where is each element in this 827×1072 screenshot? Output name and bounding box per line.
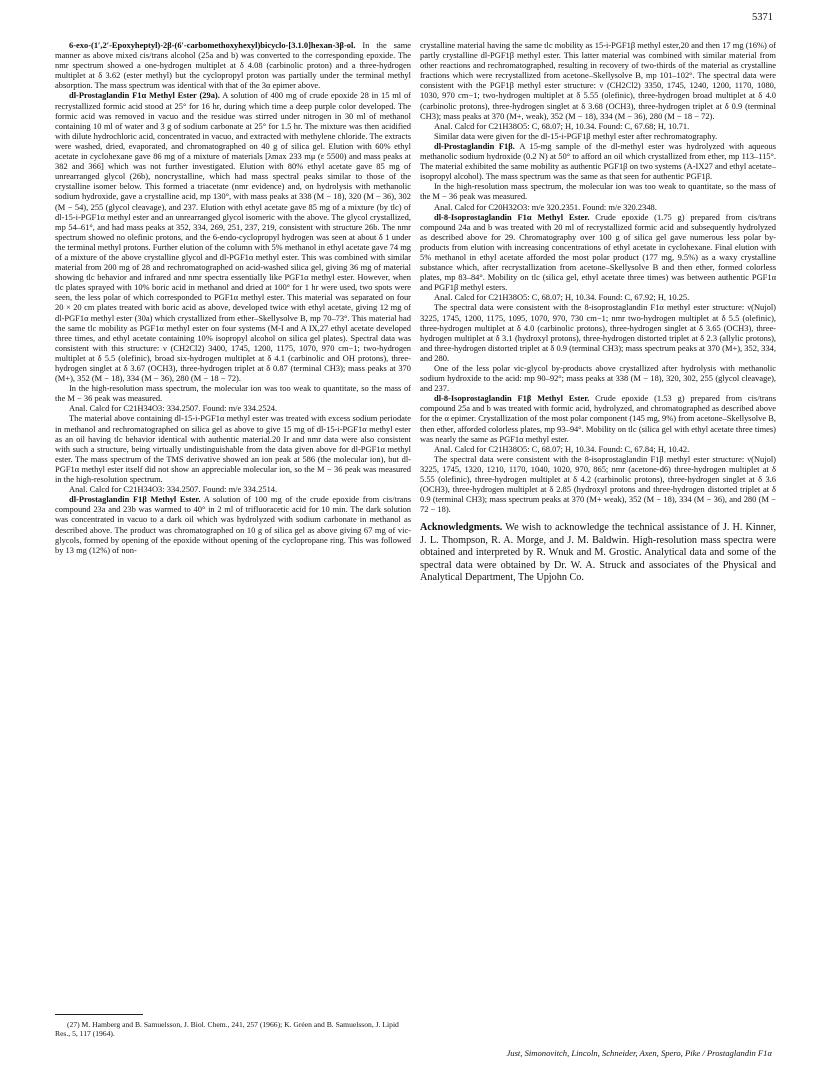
right_column-paragraph: [420, 141, 776, 181]
paragraph-text: Anal. Calcd for C20H32O3: m/e 320.2351. Found: m/e 320.2348.: [434, 201, 657, 212]
section-heading: dl-8-Isoprostaglandin F1α Methyl Ester.: [434, 211, 590, 222]
right_column-paragraph: [420, 454, 776, 515]
left_column-paragraph: [55, 413, 411, 484]
acknowledgments-text: We wish to acknowledge the technical assistance of J. H. Kinner, J. L. Thompson, R. A. Morge, and J. M. Baldwin. High-resolution mass spectra were obtained and interpreted by R. Wnuk and M. Grostic. Analytical data and some of the spectral data were obtained by Dr. W. A. Struck and associates of the Physical and Analytical Department, The Upjohn Co.: [420, 522, 776, 584]
right_column-paragraph: [420, 292, 776, 302]
running-footer: Just, Simonovitch, Lincoln, Schneider, Axen, Spero, Pike / Prostaglandin F1α: [506, 1048, 772, 1058]
paragraph-text: Anal. Calcd for C21H38O5: C, 68.07; H, 10.34. Found: C, 67.92; H, 10.25.: [434, 292, 690, 303]
left_column-paragraph: [55, 494, 411, 555]
paragraph-text: One of the less polar vic-glycol by-products above crystallized after hydrolysis with methanolic sodium hydroxide to the acid: mp 90–92°; mass peaks at 338 (M − 18), 320, 302, 255 (glycol cleavage), and 237.: [420, 363, 776, 394]
paragraph-text: The spectral data were consistent with the 8-isoprostaglandin F1β methyl ester structure: ν(Nujol) 3225, 1745, 1320, 1210, 1170, 1040, 1020, 970, 865; nmr (acetone-d6) three-hydrogen multiplet at δ 5.55 (olefinic), three-hydrogen multiplet at δ 4.2 (carbinolic protons), three-hydrogen singlet at δ 3.6 (OCH3), three-hydrogen multiplet at δ 2.85 (hydroxyl protons and three-hydrogen distorted triplet at δ 0.9 (terminal CH3); mass spectrum peaks at 370 (M+ weak), 352 (M − 18), 334 (M − 36), and 280 (M − 72 − 18).: [420, 453, 776, 515]
left-column: [55, 40, 411, 555]
left_column-paragraph: [55, 383, 411, 403]
paragraph-text: In the high-resolution mass spectrum, the molecular ion was too weak to quantitate, so the mass of the M − 36 peak was measured.: [420, 181, 776, 202]
right_column-paragraph: [420, 202, 776, 212]
section-heading: dl-Prostaglandin F1α Methyl Ester (29a).: [69, 90, 220, 101]
footnote-27: (27) M. Hamberg and B. Samuelsson, J. Biol. Chem., 241, 257 (1966); K. Gréen and B. Samuelsson, J. Lipid Res., 5, 117 (1964).: [55, 1020, 399, 1039]
right_column-paragraph: [420, 181, 776, 201]
right_column-paragraph: [420, 363, 776, 393]
right_column-paragraph: [420, 444, 776, 454]
section-heading: dl-Prostaglandin F1β Methyl Ester.: [69, 494, 201, 505]
paragraph-text: A solution of 100 mg of the crude epoxide from cis/trans compound 23a and 23b was warmed to 40° in 2 ml of trifluoracetic acid for 10 min. The dark solution was concentrated in vacuo to a dark oil which was hydrolyzed with sodium carbonate in methanol as described above. The product was chromatographed on 10 g of silica gel as above giving 67 mg of vic-glycols, formed by opening of the epoxide without opening of the cyclopropane ring. This was followed by 13 mg (12%) of non-: [55, 494, 411, 555]
left_column-paragraph: [55, 484, 411, 494]
section-heading: dl-Prostaglandin F1β.: [434, 140, 515, 151]
paragraph-text: Anal. Calcd for C21H38O5: C, 68.07; H, 10.34. Found: C, 67.84; H, 10.42.: [434, 443, 690, 454]
left_column-paragraph: [55, 403, 411, 413]
right_column-paragraph: [420, 131, 776, 141]
paragraph-text: Anal. Calcd for C21H34O3: 334.2507. Found: m/e 334.2524.: [69, 403, 278, 414]
paragraph-text: Crude epoxide (1.53 g) prepared from cis/trans compound 25a and b was treated with formic acid, hydrolyzed, and chromatographed as described above for the α epimer. Crystallization of the most polar component (145 mg, 9%) from acetone–Skellysolve B, then ether, afforded colorless plates, mp 93–94°. Mobility on tlc (silica gel with ethyl acetate three times) was nearly the same as PGF1α methyl ester.: [420, 393, 776, 444]
right_column-paragraph: [420, 40, 776, 121]
paragraph-text: In the high-resolution mass spectrum, the molecular ion was too weak to quantitate, so the mass of the M − 36 peak was measured.: [55, 383, 411, 404]
paragraph-text: crystalline material having the same tlc mobility as 15-i-PGF1β methyl ester,20 and then 17 mg (16%) of partly crystalline dl-PGF1β methyl ester. This latter material was combined with similar material from other reactions and rechromatographed, resulting in recovery of two-thirds of the material as crystalline fractions which were recrystallized from acetone–Skellysolve B, mp 101–102°. The spectral data were consistent with the PGF1β methyl ester structure: ν (CH2Cl2) 3350, 1745, 1240, 1200, 1170, 1080, 1030, 970 cm−1; two-hydrogen multiplet at δ 5.55 (olefinic), three-hydrogen broad multiplet at δ 4.0 (carbinolic protons), three-hydrogen singlet at δ 3.68 (OCH3), three-hydrogen triplet at δ 0.9 (terminal CH3); mass peaks at 370 (M+, weak), 352 (M − 18), 334 (M − 36), 280 (M − 18 − 72).: [420, 40, 776, 121]
paragraph-text: A solution of 400 mg of crude epoxide 28 in 15 ml of recrystallized formic acid stood at 25° for 16 hr, during which time a deep purple color developed. The formic acid was removed in vacuo and the residue was stirred under nitrogen in 30 ml of methanol containing 10 ml of water and 3 g of sodium carbonate at 25° for 1.5 hr. The mixture was then acidified with dilute hydrochloric acid, concentrated in vacuo, and extracted with methylene chloride. The extracts were washed, dried, evaporated, and chromatographed on 40 g of silica gel. Elution with 60% ethyl acetate in cyclohexane gave 86 mg of a mixture of materials [λmax 233 mμ (ε 5500) and mass peaks at 382 and 366] which was not further investigated. Elution with 80% ethyl acetate gave 85 mg of unrearranged glycol (26b), noncrystalline, which had mass spectral peaks similar to those of the crystalline isomer below. This formed a triacetate (nmr evidence) and, on hydrolysis with methanolic sodium hydroxide, gave a crystalline acid, mp 130°, with mass peaks at 338 (M − 18), 320 (M − 36), 302 (M − 54), 255 (glycol cleavage), and 237. Elution with ethyl acetate gave 85 mg of a mixture (by tlc) of dl-15-i-PGF1α methyl ester and an unrearranged glycol isomeric with the above. The glycol crystallized, mp 54–61°, and had mass peaks at 352, 334, 269, 251, 237, 219, consistent with structure 26b. The nmr spectrum showed no olefinic protons, and the 6-endo-cyclopropyl hydrogen was seen at about δ 1 under the terminal methyl protons. Further elution of the column with 5% methanol in ethyl acetate gave 74 mg of a mixture of the above crystalline glycol and dl-PGF1α methyl ester. This was combined with similar material from 200 mg of 28 and rechromatographed on acid-washed silica gel, giving 36 mg of material showing tlc behavior and infrared and nmr spectra essentially like PGF1α methyl ester. However, when tlc plates sprayed with 10% boric acid in methanol and dried at 100° for 1 hr were used, two spots were seen, the less polar of which corresponded to PGF1α methyl ester. This material was separated on four 20 × 20 cm plates treated with boric acid as above, developed twice with ethyl acetate, giving 12 mg of dl-PGF1α methyl ester (30a) which crystallized from ether–Skellysolve B, mp 70–73°. This material had the same tlc mobility as PGF1α methyl ester on four systems (M-I and A IX,27 ethyl acetate developed three times, and ethyl acetate containing 10% isopropyl alcohol on silica gel plates). Spectral data was consistent with this structure: ν (CH2Cl2) 3400, 1745, 1200, 1175, 1070, 970 cm−1; two-hydrogen multiplet at δ 5.5 (olefinic), broad six-hydrogen multiplet at δ 4.1 (carbinolic and OH protons), three-hydrogen singlet at δ 3.67 (OCH3), three-hydrogen triplet at δ 0.87 (terminal CH3); mass peaks at 370 (M+), 352 (M − 18), 334 (M − 36), 280 (M − 18 − 72).: [55, 90, 411, 384]
page-number: 5371: [752, 12, 773, 23]
footnote: [55, 1020, 411, 1039]
right_column-paragraph: [420, 302, 776, 363]
right_column-paragraph: [420, 212, 776, 293]
acknowledgments-heading: Acknowledgments.: [420, 522, 503, 534]
left_column-paragraph: [55, 40, 411, 90]
paragraph-text: Crude epoxide (1.75 g) prepared from cis/trans compound 24a and b was treated with 20 ml of recrystallized formic acid and subsequently hydrolyzed as described above for 29. Chromatography over 100 g of silica gel gave numerous less polar by-products from elution with increasing concentrations of ethyl acetate in cyclohexane. Final elution with 5% methanol in ethyl acetate afforded the most polar product (177 mg, 9.5%) as a waxy crystalline substance which, after recrystallization from acetone–Skellysolve B and then ether, formed colorless plates, mp 83–84°. Mobility on tlc (silica gel, ethyl acetate three times) was between authentic PGF1α and PGF1β methyl esters.: [420, 211, 776, 293]
paragraph-text: Anal. Calcd for C21H34O3: 334.2507. Found: m/e 334.2514.: [69, 484, 278, 495]
right-column: [420, 40, 776, 584]
acknowledgments-paragraph: [420, 522, 776, 584]
right-column-body: [420, 40, 776, 514]
paragraph-text: The material above containing dl-15-i-PGF1α methyl ester was treated with excess sodium periodate in methanol and rechromatographed on silica gel as above to give 15 mg of dl-15-i-PGF1α methyl ester as an oil having tlc behavior identical with authentic material.20 Ir and nmr data were also consistent with such a structure, being virtually undistinguishable from the data given above for dl-PGF1α methyl ester. The mass spectrum of the TMS derivative showed an ion peak at 586 (the molecular ion), but dl-PGF1α methyl ester itself did not show an appreciable molecular ion, so the M − 36 peak was measured in the high-resolution spectrum.: [55, 413, 411, 485]
paragraph-text: A 15-mg sample of the dl-methyl ester was hydrolyzed with aqueous methanolic sodium hydroxide (0.2 N) at 50° to afford an oil which crystallized from ether, mp 113–115°. The material exhibited the same mobility as authentic PGF1β on two systems (A-IX27 and ethyl acetate–isopropyl alcohol). The mass spectrum was the same as that seen for authentic PGF1β.: [420, 140, 776, 182]
right_column-paragraph: [420, 393, 776, 443]
paragraph-text: Anal. Calcd for C21H38O5: C, 68.07; H, 10.34. Found: C, 67.68; H, 10.71.: [434, 120, 690, 131]
section-heading: dl-8-Isoprostaglandin F1β Methyl Ester.: [434, 393, 590, 404]
paragraph-text: The spectral data were consistent with the 8-isoprostaglandin F1α methyl ester structure: ν(Nujol) 3225, 1745, 1200, 1175, 1095, 1070, 970, 730 cm−1; nmr two-hydrogen multiplet at δ 5.5 (olefinic), three-hydrogen multiplet at δ 4.0 (carbinolic protons), three-hydrogen singlet at δ 3.65 (OCH3), three-hydrogen multiplet at δ 3.1 (hydroxyl protons), three-hydrogen distorted triplet at δ 2.3 (allylic protons), and three-hydrogen distorted triplet at δ 0.9 (terminal CH3); mass spectrum peaks at 370 (M+), 352, 334, and 280.: [420, 302, 776, 363]
paragraph-text: Similar data were given for the dl-15-i-PGF1β methyl ester after rechromatography.: [434, 130, 718, 141]
footnote-rule: [55, 1014, 143, 1015]
right_column-paragraph: [420, 121, 776, 131]
left_column-paragraph: [55, 90, 411, 383]
paragraph-text: In the same manner as above mixed cis/trans alcohol (25a and b) was converted to the corresponding epoxide. The nmr spectrum showed a one-hydrogen multiplet at δ 4.08 (carbinolic proton) and a three-hydrogen multiplet at δ 3.62 (ester methyl) but the cyclopropyl proton was partially under the terminal methyl absorption. The mass spectrum was identical with that of the 3α epimer above.: [55, 40, 411, 91]
section-heading: 6-exo-(1′,2′-Epoxyheptyl)-2β-(6′-carbomethoxyhexyl)bicyclo-[3.1.0]hexan-3β-ol.: [69, 40, 356, 50]
